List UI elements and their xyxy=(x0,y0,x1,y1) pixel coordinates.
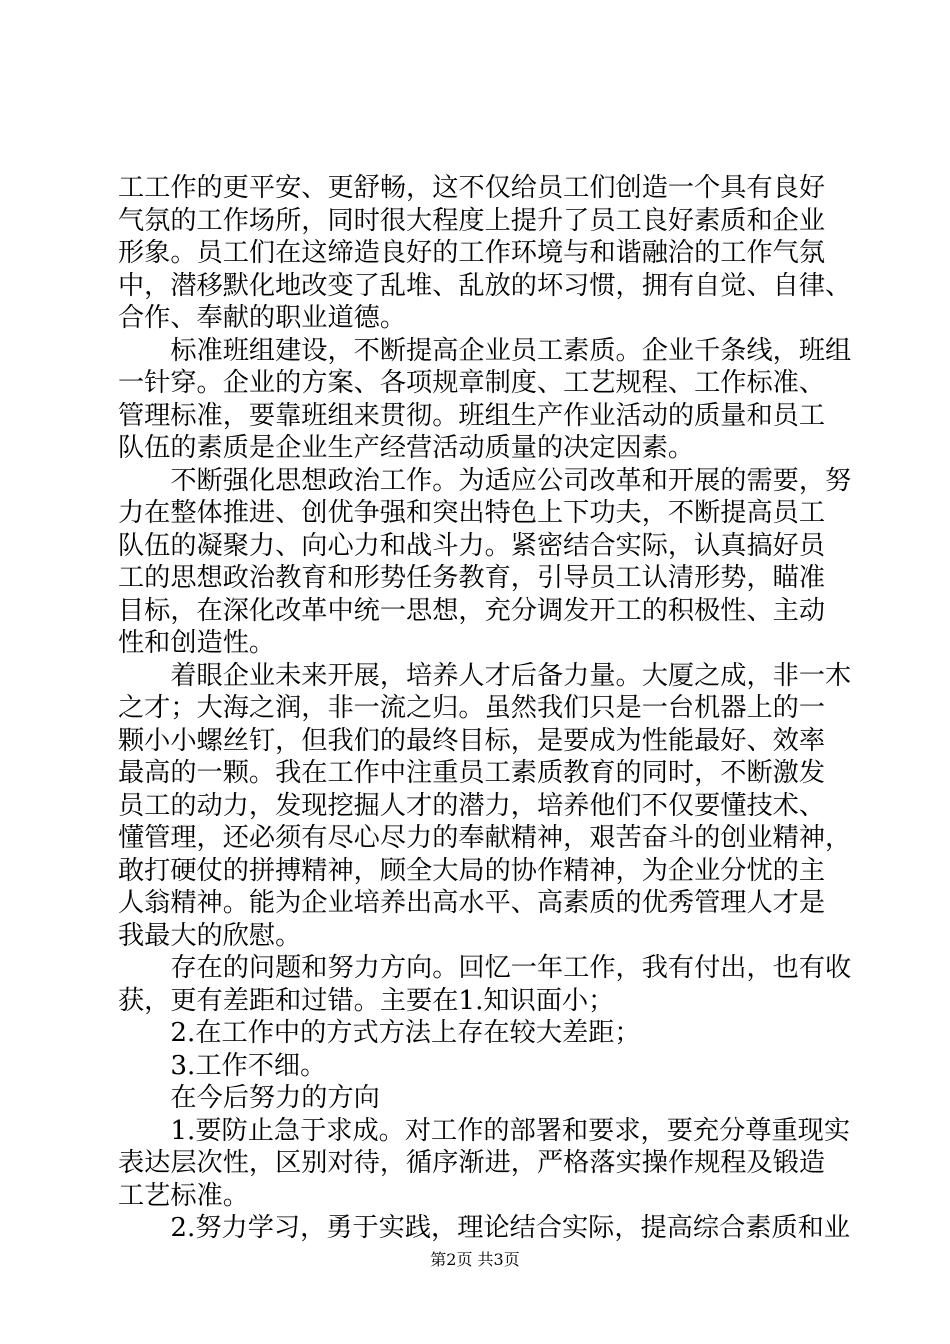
text-line: 一针穿。企业的方案、各项规章制度、工艺规程、工作标准、 xyxy=(118,368,826,398)
text-line: 在今后努力的方向 xyxy=(118,1083,380,1113)
text-line: 工的思想政治教育和形势任务教育，引导员工认清形势，瞄准 xyxy=(118,563,826,593)
text-line: 队伍的素质是企业生产经营活动质量的决定因素。 xyxy=(118,433,695,463)
text-line: 颗小小螺丝钉，但我们的最终目标，是要成为性能最好、效率 xyxy=(118,725,826,756)
text-line: 之才；大海之润，非一流之归。虽然我们只是一台机器上的一 xyxy=(118,693,826,723)
text-line: 表达层次性，区别对待，循序渐进，严格落实操作规程及锻造 xyxy=(118,1148,826,1178)
text-line: 2.努力学习，勇于实践，理论结合实际，提高综合素质和业 xyxy=(118,1213,851,1243)
text-line: 工工作的更平安、更舒畅，这不仅给员工们创造一个具有良好 xyxy=(118,173,826,203)
text-line: 2.在工作中的方式方法上存在较大差距； xyxy=(118,1018,641,1048)
text-line: 目标，在深化改革中统一思想，充分调发开工的积极性、主动 xyxy=(118,595,826,626)
text-line: 着眼企业未来开展，培养人才后备力量。大厦之成，非一木 xyxy=(118,660,852,691)
text-line: 敢打硬仗的拼搏精神，顾全大局的协作精神，为企业分忧的主 xyxy=(118,855,826,886)
text-line: 标准班组建设，不断提高企业员工素质。企业千条线，班组 xyxy=(118,335,852,366)
page-footer: 第2页 共3页 xyxy=(430,1250,520,1269)
text-line: 存在的问题和努力方向。回忆一年工作，我有付出，也有收 xyxy=(118,953,852,983)
text-line: 最高的一颗。我在工作中注重员工素质教育的同时，不断激发 xyxy=(118,758,826,788)
text-line: 不断强化思想政治工作。为适应公司改革和开展的需要，努 xyxy=(118,465,852,496)
text-line: 形象。员工们在这缔造良好的工作环境与和谐融洽的工作气氛 xyxy=(118,238,826,268)
text-line: 人翁精神。能为企业培养出高水平、高素质的优秀管理人才是 xyxy=(118,888,826,918)
text-line: 1.要防止急于求成。对工作的部署和要求，要充分尊重现实 xyxy=(118,1115,851,1146)
text-line: 工艺标准。 xyxy=(118,1180,249,1211)
text-line: 气氛的工作场所，同时很大程度上提升了员工良好素质和企业 xyxy=(118,205,826,236)
text-line: 队伍的凝聚力、向心力和战斗力。紧密结合实际，认真搞好员 xyxy=(118,530,826,561)
text-line: 懂管理，还必须有尽心尽力的奉献精神，艰苦奋斗的创业精神， xyxy=(118,823,852,853)
text-line: 3.工作不细。 xyxy=(118,1050,327,1081)
text-line: 员工的动力，发现挖掘人才的潜力，培养他们不仅要懂技术、 xyxy=(118,790,826,821)
text-line: 力在整体推进、创优争强和突出特色上下功夫，不断提高员工 xyxy=(118,498,826,528)
text-line: 我最大的欣慰。 xyxy=(118,920,302,951)
text-line: 合作、奉献的职业道德。 xyxy=(118,303,407,333)
text-line: 中，潜移默化地改变了乱堆、乱放的坏习惯，拥有自觉、自律、 xyxy=(118,270,852,301)
text-line: 性和创造性。 xyxy=(118,628,276,658)
body-text xyxy=(118,172,853,1245)
text-line: 获，更有差距和过错。主要在1.知识面小； xyxy=(118,985,615,1016)
text-line: 管理标准，要靠班组来贯彻。班组生产作业活动的质量和员工 xyxy=(118,400,826,431)
